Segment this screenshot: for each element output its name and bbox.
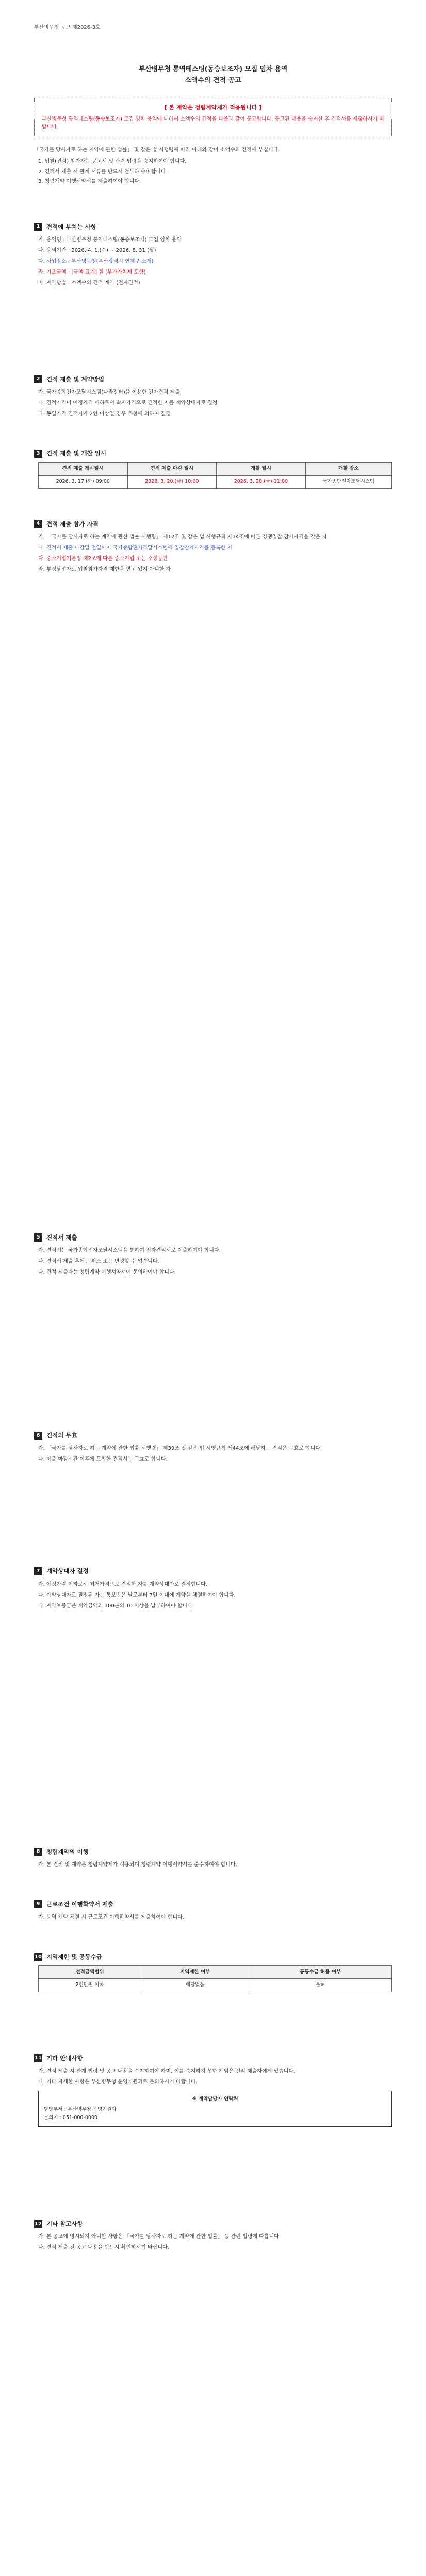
table-cell: 2026. 3. 20.(금) 10:00 [127,476,217,488]
section-heading [34,223,392,231]
section-number: 5 [34,1233,42,1242]
table-header-cell: 개찰 일시 [217,463,306,476]
section-4 [34,520,392,574]
table-header-cell: 견적금액범위 [39,1966,141,1979]
section-body [34,1965,392,1992]
section-body [34,1246,392,1277]
section-heading [34,520,392,529]
section-line: 가. 본 견적 및 계약은 청렴계약제가 적용되며 청렴계약 이행서약서를 준수하여야 합니다. [38,1861,237,1868]
integrity-notice-box [34,98,392,139]
table-cell: 해당없음 [141,1979,249,1992]
table-row [39,1979,392,1992]
table-header-row [39,463,392,476]
table-header-cell: 개찰 장소 [305,463,391,476]
section-line: 가. 「국가를 당사자로 하는 계약에 관한 법률 시행령」 제39조 및 같은 법 시행규칙 제44조에 해당하는 견적은 무효로 합니다. [38,1446,322,1452]
table-cell: 2천만원 이하 [39,1979,141,1992]
intro-rules [38,158,392,187]
section-number: 9 [34,1900,42,1908]
contact-box-title: ※ 계약담당자 연락처 [192,2096,238,2102]
intro-rule: 2. 견적서 제출 시 관계 서류를 반드시 첨부하여야 합니다. [38,168,168,175]
section-number: 2 [34,375,42,383]
section-number: 8 [34,1848,42,1856]
table-row [39,476,392,488]
section-title: 기타 참고사항 [46,2220,83,2228]
section-line: 다. 사업장소 : 부산병무청(부산광역시 연제구 소재) [38,258,154,264]
section-body [34,462,392,488]
section-3 [34,449,392,489]
section-heading [34,1900,392,1909]
section-title: 견적 제출 및 계약방법 [46,375,104,383]
section-line: 다. 견적 제출자는 청렴계약 이행서약서에 동의하여야 합니다. [38,1269,176,1276]
section-line: 나. 용역기간 : 2026. 4. 1.(수) ~ 2026. 8. 31.(월) [38,247,156,253]
section-line: 다. 동일가격 견적자가 2인 이상일 경우 추첨에 의하여 결정 [38,411,171,417]
integrity-notice-title: [ 본 계약은 청렴계약제가 적용됩니다 ] [164,104,262,111]
section-number: 12 [34,2220,42,2228]
section-7 [34,1567,392,1610]
section-number: 3 [34,450,42,458]
section-body [34,235,392,287]
schedule-table [38,462,392,488]
section-body [34,533,392,574]
section-heading [34,1431,392,1440]
section-1 [34,223,392,287]
section-line: 가. 용역명 : 부산병무청 통역테스팅(동승보조자) 모집 임차 용역 [38,236,182,243]
section-line: 라. 부정당업자로 입찰참가자격 제한을 받고 있지 아니한 자 [38,566,171,572]
contact-box [38,2091,392,2127]
table-header-row [39,1966,392,1979]
section-title: 견적에 부치는 사항 [46,223,96,230]
section-line: 가. 견적서는 국가종합전자조달시스템을 통하여 전자견적서로 제출하여야 합니다. [38,1248,221,1254]
section-10 [34,1953,392,1992]
table-cell: 불허 [249,1979,392,1992]
section-title: 계약상대자 결정 [46,1567,89,1575]
table-header-cell: 견적 제출 마감 일시 [127,463,217,476]
section-heading [34,1953,392,1961]
section-line: 가. 「국가를 당사자로 하는 계약에 관한 법률 시행령」 제12조 및 같은 법 시행규칙 제14조에 따른 경쟁입찰 참가자격을 갖춘 자 [38,534,327,540]
section-6 [34,1431,392,1464]
contact-line: 문의처 : 051-000-0000 [44,2115,98,2121]
section-body [34,1913,392,1922]
table-header-cell: 견적 제출 개시일시 [39,463,128,476]
section-line: 가. 본 공고에 명시되지 아니한 사항은 「국가를 당사자로 하는 계약에 관한 법률」 등 관련 법령에 따릅니다. [38,2234,281,2240]
section-9 [34,1900,392,1922]
section-line: 나. 기타 자세한 사항은 부산병무청 운영지원과로 문의하시기 바랍니다. [38,2079,198,2085]
section-line: 나. 견적가격이 예정가격 이하로서 최저가격으로 견적한 자를 계약상대자로 결정 [38,400,218,406]
section-line: 마. 계약방법 : 소액수의 견적 계약 (전자견적) [38,280,140,286]
section-heading [34,375,392,384]
section-line: 가. 예정가격 이하로서 최저가격으로 견적한 자를 계약상대자로 결정합니다. [38,1581,208,1587]
section-8 [34,1848,392,1869]
table-cell: 2026. 3. 17.(화) 09:00 [39,476,128,488]
section-title: 견적 제출 및 개찰 일시 [46,450,106,457]
section-title: 청렴계약의 이행 [46,1848,89,1855]
table-header-cell: 지역제한 여부 [141,1966,249,1979]
contact-line: 담당부서 : 부산병무청 운영지원과 [44,2106,117,2112]
section-line: 다. 계약보증금은 계약금액의 100분의 10 이상을 납부하여야 합니다. [38,1603,194,1609]
section-number: 4 [34,520,42,528]
doc-number: 부산병무청 공고 제2026-3호 [34,25,101,30]
section-line: 나. 제출 마감시간 이후에 도착한 견적서는 무효로 합니다. [38,1456,168,1463]
intro-paragraph: 「국가를 당사자로 하는 계약에 관한 법률」 및 같은 법 시행령에 따라 아래와 같이 소액수의 견적에 부칩니다. [34,147,280,153]
section-line: 가. 견적 제출 시 관계 법령 및 공고 내용을 숙지하여야 하며, 이를 숙지하지 못한 책임은 견적 제출자에게 있습니다. [38,2068,296,2074]
table-header-cell: 공동수급 허용 여부 [249,1966,392,1979]
section-heading [34,1848,392,1856]
table-cell: 2026. 3. 20.(금) 11:00 [217,476,306,488]
section-title: 기타 안내사항 [46,2054,83,2062]
section-title: 견적서 제출 [46,1233,77,1241]
section-heading [34,2219,392,2228]
section-body [34,1444,392,1464]
integrity-notice-body: 부산병무청 통역테스팅(동승보조자) 모집 임차 용역에 대하여 소액수의 견적을 다음과 같이 공고합니다. 공고된 내용을 숙지한 후 견적서를 제출하시기 바랍니다. [42,116,384,130]
section-heading [34,1233,392,1242]
section-title: 근로조건 이행확약서 제출 [46,1900,114,1908]
intro-rule: 3. 청렴계약 이행서약서를 제출하여야 합니다. [38,179,141,184]
section-12 [34,2219,392,2252]
intro-rule: 1. 입찰(견적) 참가자는 공고서 및 관련 법령을 숙지하여야 합니다. [38,159,187,164]
section-body [34,2067,392,2127]
region-table [38,1965,392,1992]
section-line: 가. 국가종합전자조달시스템(나라장터)을 이용한 전자견적 제출 [38,389,180,395]
section-line: 나. 견적서 제출 후에는 취소 또는 변경할 수 없습니다. [38,1259,159,1265]
section-line: 나. 견적서 제출 마감일 전일까지 국가종합전자조달시스템에 입찰참가자격을 등록한 자 [38,545,233,551]
intro-block [34,146,392,187]
section-number: 10 [34,1953,42,1961]
section-line: 다. 중소기업기본법 제2조에 따른 중소기업 또는 소상공인 [38,555,168,562]
section-line: 라. 기초금액 : [금액 표기] 원 (부가가치세 포함) [38,269,146,275]
section-number: 7 [34,1567,42,1575]
section-body [34,2232,392,2252]
section-title: 지역제한 및 공동수급 [46,1953,102,1961]
section-line: 가. 용역 계약 체결 시 근로조건 이행확약서를 제출하여야 합니다. [38,1914,184,1921]
page-subtitle: 소액수의 견적 공고 [185,76,241,84]
section-number: 11 [34,2054,42,2062]
section-title: 견적 제출 참가 자격 [46,520,99,528]
section-body [34,388,392,418]
section-line: 나. 계약상대자로 결정된 자는 통보받은 날로부터 7일 이내에 계약을 체결하여야 합니다. [38,1592,236,1598]
section-heading [34,449,392,458]
section-body [34,1860,392,1869]
section-number: 6 [34,1432,42,1440]
section-number: 1 [34,223,42,231]
table-cell: 국가종합전자조달시스템 [305,476,391,488]
section-heading [34,2054,392,2063]
section-11 [34,2054,392,2127]
section-2 [34,375,392,418]
page-title: 부산병무청 통역테스팅(동승보조자) 모집 임차 용역 [138,65,288,73]
section-title: 견적의 무효 [46,1432,77,1439]
section-line: 나. 견적 제출 전 공고 내용을 반드시 확인하시기 바랍니다. [38,2245,169,2251]
section-5 [34,1233,392,1277]
section-body [34,1580,392,1611]
section-heading [34,1567,392,1575]
